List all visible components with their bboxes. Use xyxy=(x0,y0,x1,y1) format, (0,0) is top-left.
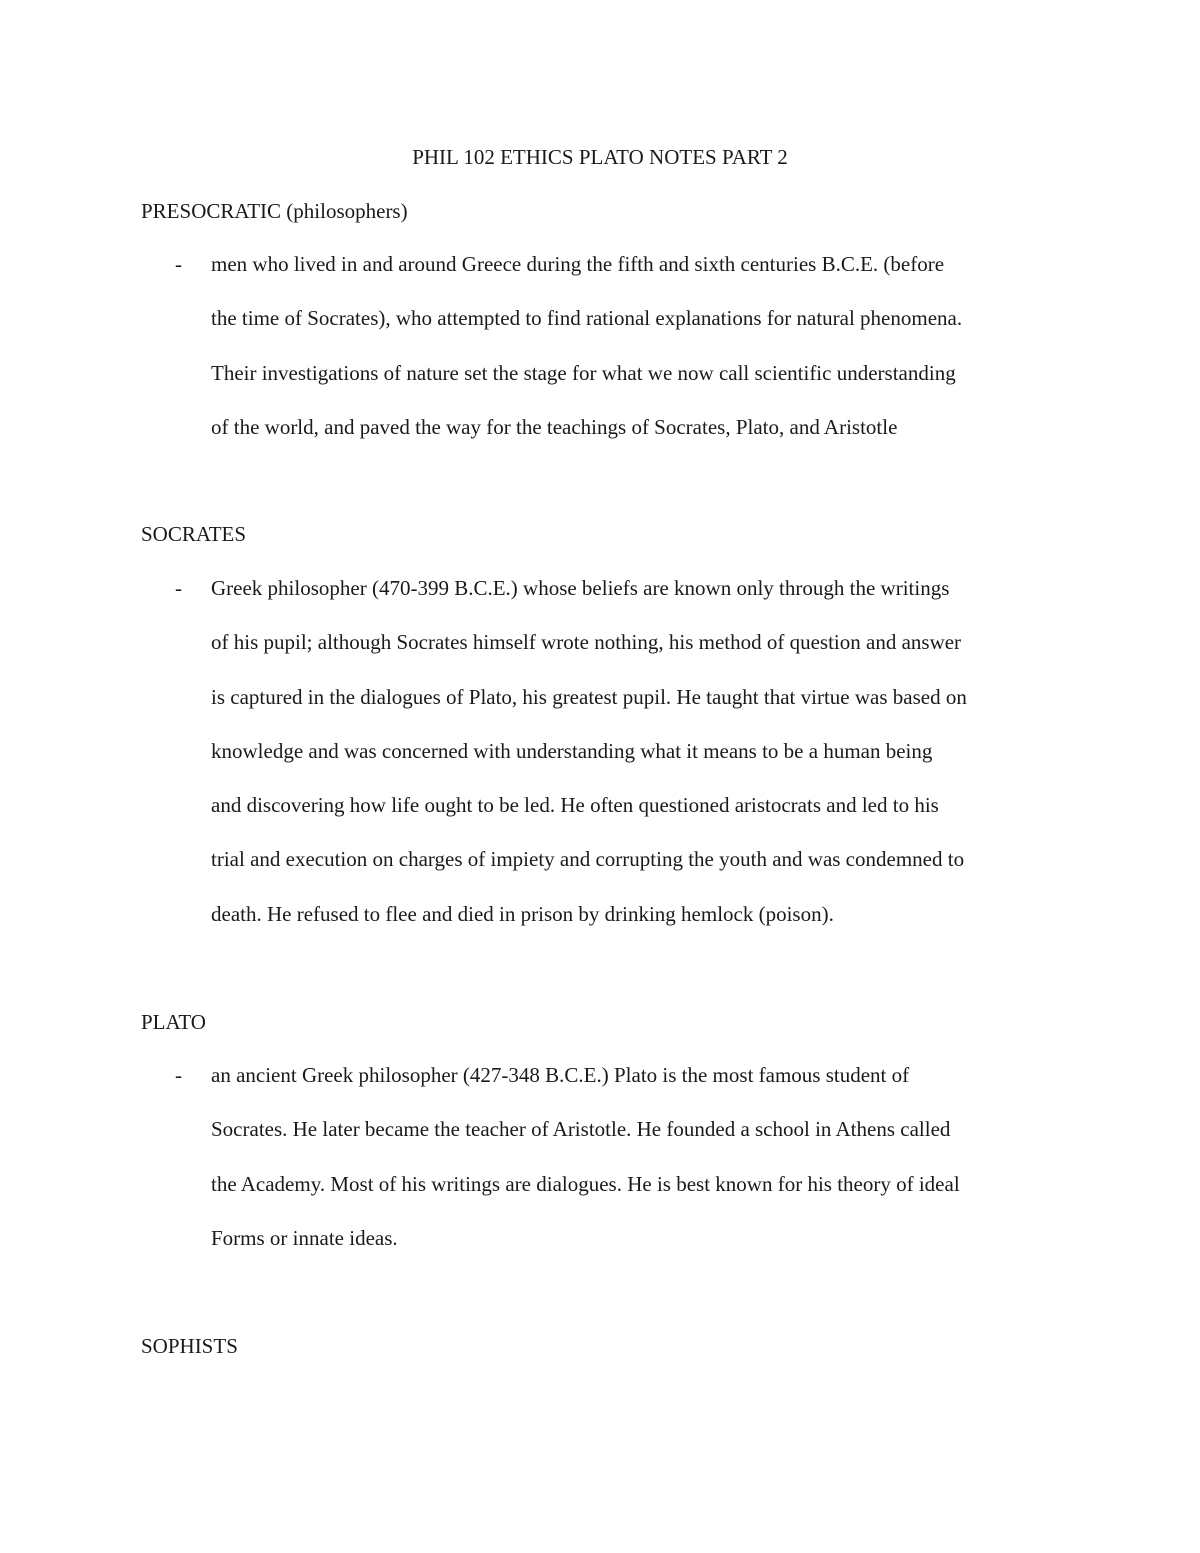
text-line: is captured in the dialogues of Plato, his greatest pupil. He taught that virtue was based on xyxy=(211,684,967,709)
document-title: PHIL 102 ETHICS PLATO NOTES PART 2 xyxy=(412,145,788,169)
text-line: Greek philosopher (470-399 B.C.E.) whose beliefs are known only through the writings xyxy=(211,576,950,600)
text-line: the time of Socrates), who attempted to find rational explanations for natural phenomena. xyxy=(211,306,963,331)
text-line: of his pupil; although Socrates himself wrote nothing, his method of question and answer xyxy=(211,630,962,655)
text-line: Their investigations of nature set the stage for what we now call scientific understanding xyxy=(211,360,956,385)
text-line: death. He refused to flee and died in prison by drinking hemlock (poison). xyxy=(211,901,834,926)
section-heading-socrates: SOCRATES xyxy=(141,522,247,546)
section-heading-presocratic: PRESOCRATIC (philosophers) xyxy=(141,199,408,223)
text-line: trial and execution on charges of impiety and corrupting the youth and was condemned to xyxy=(211,847,965,872)
bullet-text xyxy=(211,1048,1071,1265)
bullet-dash: - xyxy=(175,252,182,276)
text-line: of the world, and paved the way for the teachings of Socrates, Plato, and Aristotle xyxy=(211,414,898,439)
text-line: Forms or innate ideas. xyxy=(211,1225,398,1250)
text-line: and discovering how life ought to be led. He often questioned aristocrats and led to his xyxy=(211,793,939,818)
text-line: men who lived in and around Greece during the fifth and sixth centuries B.C.E. (before xyxy=(211,252,945,276)
text-line: an ancient Greek philosopher (427-348 B.C.E.) Plato is the most famous student of xyxy=(211,1063,910,1087)
bullet-text xyxy=(211,561,1071,941)
text-line: Socrates. He later became the teacher of Aristotle. He founded a school in Athens called xyxy=(211,1117,951,1142)
bullet-dash: - xyxy=(175,576,182,600)
bullet-text xyxy=(211,237,1071,454)
section-heading-sophists: SOPHISTS xyxy=(141,1334,238,1358)
text-line: the Academy. Most of his writings are dialogues. He is best known for his theory of ideal xyxy=(211,1171,960,1196)
text-line: knowledge and was concerned with understanding what it means to be a human being xyxy=(211,738,933,763)
section-heading-plato: PLATO xyxy=(141,1010,206,1034)
bullet-dash: - xyxy=(175,1063,182,1087)
